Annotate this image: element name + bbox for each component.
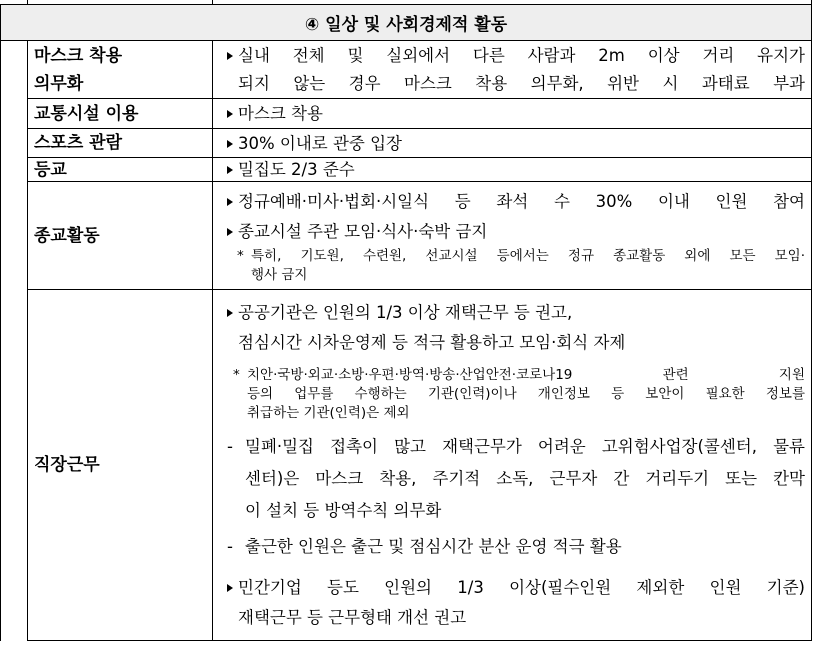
row-label-religion: 종교활동 [28,182,213,290]
row-content-mask: 실내 전체 및 실외에서 다른 사람과 2m 이상 거리 유지가 되지 않는 경우 마스크 착용 의무화, 위반 시 과태료 부과 [213,41,812,99]
row-label-mask: 마스크 착용 의무화 [28,41,213,99]
row-content-school: 밀집도 2/3 준수 [213,158,812,182]
table-row [1,290,812,641]
row-content-work: 공공기관은 인원의 1/3 이상 재택근무 등 권고, 점심시간 시차운영제 등 적극 활용하고 모임·회식 자제 * 치안·국방·외교·소방·우편·방역·방송·산업안전·코로나19 관련 지원 등의 업무를 수행하는 기관(인력)이나 개인정보 등 보안이 필요한 정보를 취급하는 기관(인력)은 제외 - 밀폐·밀집 접촉이 많고 재택근무가 어려운 고위험사업장(콜센터, 물류 센터)은 마스크 착용, 주기적 소독, 근무자 간 거리두기 또는 칸막 이 설치 등 방역수칙 의무화 - 출근한 인원은 출근 및 점심시간 분산 운영 적극 활용 민간기업 등도 인원의 1/3 이상(필수인원 제외한 인원 기준) 재택근무 등 근무형태 개선 권고 [213,290,812,641]
row-content-sports: 30% 이내로 관중 입장 [213,129,812,158]
table-row [1,41,812,99]
row-content-transport: 마스크 착용 [213,99,812,129]
triangle-bullet-icon [227,228,233,236]
section-title: ④ 일상 및 사회경제적 활동 [1,5,812,41]
table-row [1,99,812,129]
row-label-sports: 스포츠 관람 [28,129,213,158]
triangle-bullet-icon [227,52,233,60]
table-row [1,182,812,290]
indent-column [1,41,28,641]
row-content-religion: 정규예배·미사·법회·시일식 등 좌석 수 30% 이내 인원 참여 종교시설 주관 모임·식사·숙박 금지 * 특히, 기도원, 수련원, 선교시설 등에서는 정규 종교활동 외에 모든 모임· 행사 금지 [213,182,812,290]
row-label-work: 직장근무 [28,290,213,641]
activities-table [0,4,812,641]
triangle-bullet-icon [227,110,233,118]
triangle-bullet-icon [227,198,233,206]
triangle-bullet-icon [227,166,233,174]
row-label-school: 등교 [28,158,213,182]
triangle-bullet-icon [227,309,233,317]
table-row [1,129,812,158]
section-header-row [1,5,812,41]
triangle-bullet-icon [227,140,233,148]
row-label-transport: 교통시설 이용 [28,99,213,129]
table-row [1,158,812,182]
triangle-bullet-icon [227,584,233,592]
